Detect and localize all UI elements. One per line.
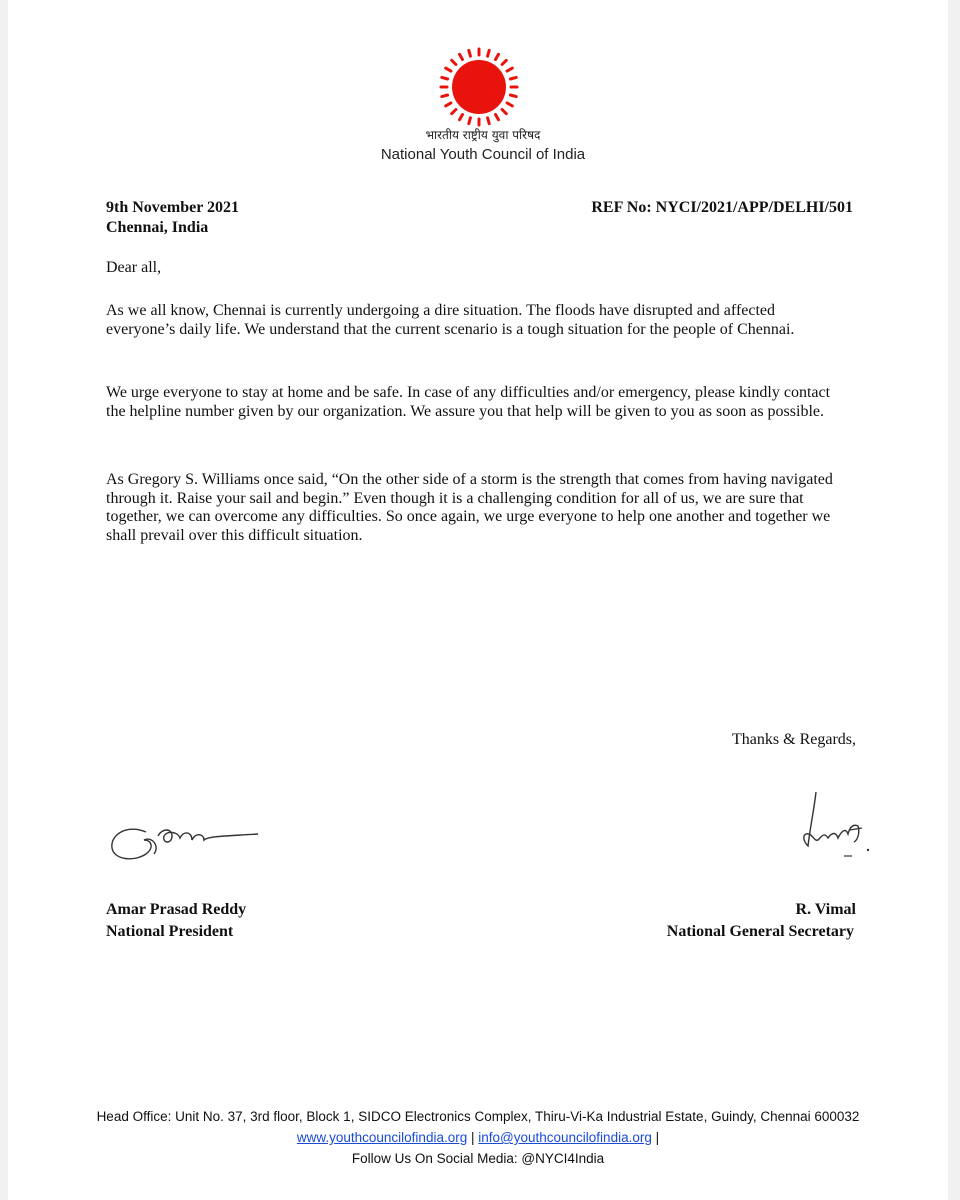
body-paragraph-3: As Gregory S. Williams once said, “On the other side of a storm is the strength that comes from having navigated through it. Raise your sail and begin.” Even though it is a challenging condition for all of us, we are sure that together, we can overcome any difficulties. So once again, we urge everyone to help one another and together we shall prevail over this difficult situation. [106, 471, 833, 544]
president-name: Amar Prasad Reddy [106, 901, 247, 918]
email-link[interactable]: info@youthcouncilofindia.org [478, 1130, 652, 1145]
org-name-hindi: भारतीय राष्ट्रीय युवा परिषद [425, 128, 541, 142]
letter-place: Chennai, India [106, 219, 209, 236]
body-paragraph-2: We urge everyone to stay at home and be safe. In case of any difficulties and/or emergency, please kindly contact the helpline number given by our organization. We assure you that help will be given to you as soon as possible. [106, 384, 831, 420]
general-secretary-name: R. Vimal [795, 901, 856, 918]
letter-footer [8, 1106, 948, 1169]
reference-number: REF No: NYCI/2021/APP/DELHI/501 [591, 199, 853, 216]
closing-thanks: Thanks & Regards, [732, 731, 856, 748]
signature-general-secretary [788, 780, 878, 870]
head-office-address: Head Office: Unit No. 37, 3rd floor, Block 1, SIDCO Electronics Complex, Thiru-Vi-Ka Industrial Estate, Guindy, Chennai 600032 [96, 1109, 860, 1124]
social-media-handle: Follow Us On Social Media: @NYCI4India [351, 1151, 605, 1166]
body-paragraph-1: As we all know, Chennai is currently undergoing a dire situation. The floods have disrupted and affected everyone’s daily life. We understand that the current scenario is a tough situation for the people of Chennai. [106, 302, 795, 338]
org-name: National Youth Council of India [380, 146, 586, 163]
sun-logo-icon [438, 46, 520, 128]
website-link[interactable]: www.youthcouncilofindia.org [296, 1130, 468, 1145]
letter-date: 9th November 2021 [106, 199, 240, 216]
footer-links [8, 1127, 948, 1148]
link-separator: | [471, 1130, 475, 1145]
salutation: Dear all, [106, 259, 162, 276]
president-title: National President [106, 923, 234, 940]
general-secretary-title: National General Secretary [666, 923, 854, 940]
link-separator-trailing: | [655, 1130, 660, 1145]
letter-page [8, 0, 948, 1200]
signature-president [108, 810, 268, 870]
